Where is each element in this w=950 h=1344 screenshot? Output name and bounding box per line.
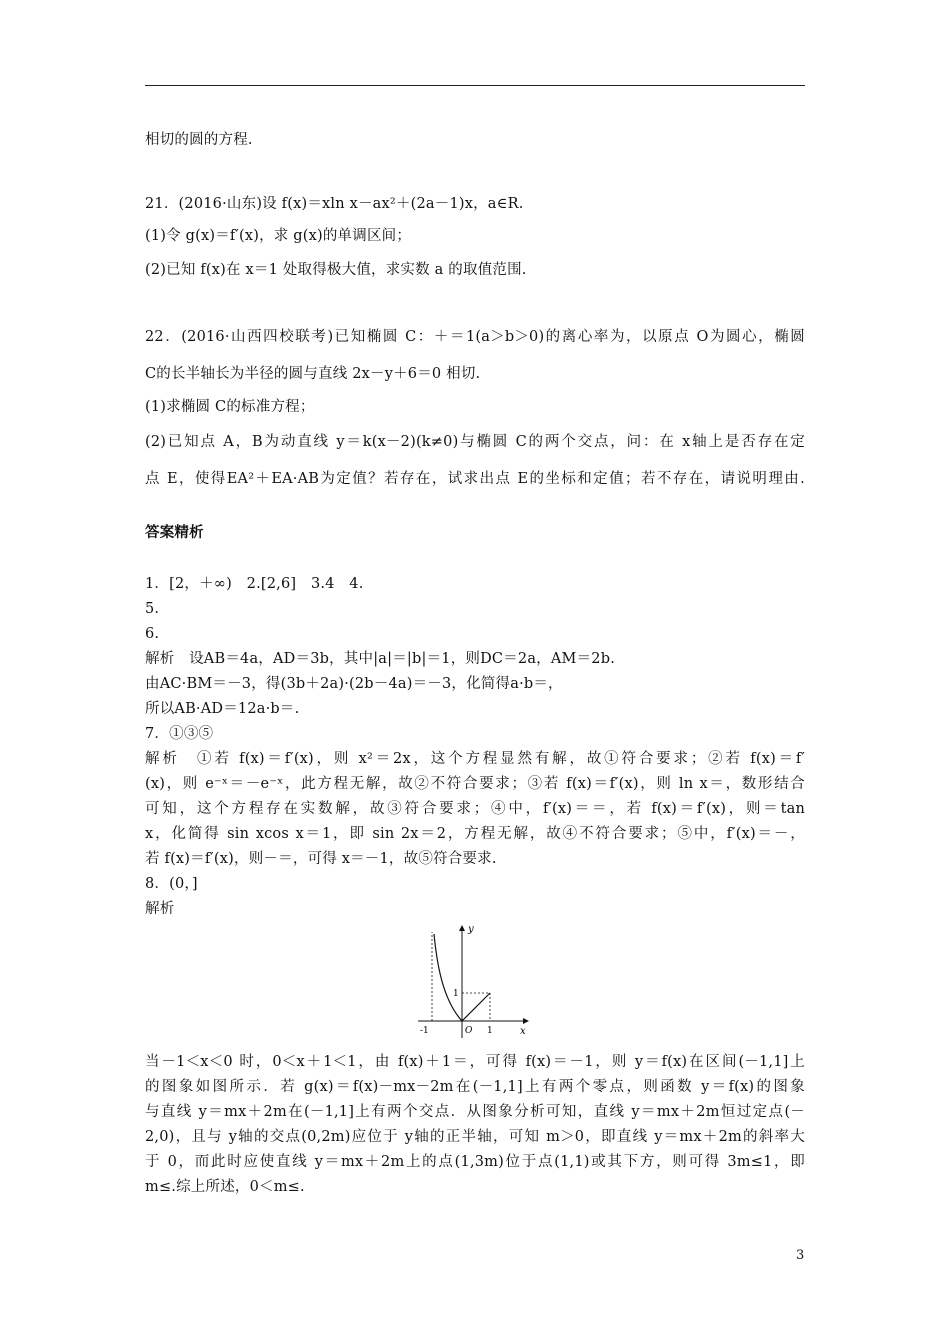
answer-6: 6. (145, 626, 160, 642)
header-rule (145, 85, 805, 86)
problem-22-part2: (2)已知点 A，B为动直线 y＝k(x－2)(k≠0)与椭圆 C的两个交点，问：在 x轴上是否存在定 (145, 434, 805, 450)
answer-7-analysis: 可知，这个方程存在实数解，故③符合要求；④中，f′(x)＝＝，若 f(x)＝f′(x)，则＝tan (145, 801, 805, 817)
problem-22-part2-cont: 点 E，使得EA²＋EA·AB为定值？若存在，试求出点 E的坐标和定值；若不存在，请说明理由. (145, 471, 805, 487)
y-axis-label: y (468, 924, 474, 935)
answer-7-analysis: x，化简得 sin xcos x＝1，即 sin 2x＝2，方程无解，故④不符合要求；⑤中，f′(x)＝－， (145, 826, 805, 842)
answer-6-analysis: 所以AB·AD＝12a·b＝. (145, 701, 300, 717)
problem-22-part1: (1)求椭圆 C的标准方程； (145, 399, 315, 415)
curve-left (434, 934, 462, 1021)
answer-8-analysis: m≤.综上所述，0＜m≤. (145, 1179, 305, 1195)
answers-heading: 答案精析 (145, 525, 204, 541)
answer-6-analysis: 解析 设AB＝4a，AD＝3b，其中|a|＝|b|＝1，则DC＝2a，AM＝2b. (145, 651, 616, 667)
tick-label-x1: 1 (487, 1026, 493, 1036)
answer-7: 7．①③⑤ (145, 726, 214, 742)
answer-5: 5. (145, 601, 160, 617)
answer-8-analysis: 与直线 y＝mx＋2m在(－1,1]上有两个交点．从图象分析可知，直线 y＝mx＋2m恒过定点(－ (145, 1104, 805, 1120)
function-graph (410, 920, 535, 1045)
answer-7-analysis: 若 f(x)＝f′(x)，则－＝，可得 x＝－1，故⑤符合要求. (145, 851, 497, 867)
answer-1-4: 1．[2，＋∞) 2.[2,6] 3.4 4. (145, 576, 364, 592)
problem-21-part1: (1)令 g(x)＝f′(x)，求 g(x)的单调区间； (145, 228, 412, 244)
answer-6-analysis: 由AC·BM＝－3，得(3b＋2a)·(2b－4a)＝－3，化简得a·b＝， (145, 676, 563, 692)
answer-8-analysis-label: 解析 (145, 901, 175, 917)
problem-21-stem: 21．(2016·山东)设 f(x)＝xln x－ax²＋(2a－1)x，a∈R. (145, 196, 524, 212)
x-axis-label: x (520, 1026, 526, 1037)
answer-8-analysis: 当－1＜x＜0 时，0＜x＋1＜1，由 f(x)＋1＝，可得 f(x)＝－1，则 y＝f(x)在区间(－1,1]上 (145, 1054, 806, 1070)
tick-label-xneg1: -1 (420, 1026, 429, 1036)
curve-right (462, 993, 490, 1021)
origin-label: O (465, 1026, 473, 1036)
problem-22-stem: 22．(2016·山西四校联考)已知椭圆 C：＋＝1(a＞b＞0)的离心率为，以原点 O为圆心，椭圆 (145, 329, 805, 345)
answer-7-analysis: (x)，则 e⁻ˣ＝－e⁻ˣ，此方程无解，故②不符合要求；③若 f(x)＝f′(x)，则 ln x＝，数形结合 (145, 776, 805, 792)
answer-8: 8．(0，] (145, 876, 198, 892)
tick-label-y1: 1 (453, 989, 459, 999)
problem-22-stem-cont: C的长半轴长为半径的圆与直线 2x－y＋6＝0 相切. (145, 366, 481, 382)
page-number: 3 (796, 1248, 805, 1263)
problem-21-part2: (2)已知 f(x)在 x＝1 处取得极大值，求实数 a 的取值范围. (145, 262, 527, 278)
answer-7-analysis: 解析 ①若 f(x)＝f′(x)，则 x²＝2x，这个方程显然有解，故①符合要求；②若 f(x)＝f′ (145, 751, 805, 767)
text-line: 相切的圆的方程. (145, 132, 253, 148)
answer-8-analysis: 的图象如图所示．若 g(x)＝f(x)－mx－2m在(－1,1]上有两个零点，则函数 y＝f(x)的图象 (145, 1079, 805, 1095)
answer-8-analysis: 2,0)，且与 y轴的交点(0,2m)应位于 y轴的正半轴，可知 m＞0，即直线 y＝mx＋2m的斜率大 (145, 1129, 805, 1145)
answer-8-analysis: 于 0，而此时应使直线 y＝mx＋2m上的点(1,3m)位于点(1,1)或其下方，则可得 3m≤1，即 (145, 1154, 805, 1170)
